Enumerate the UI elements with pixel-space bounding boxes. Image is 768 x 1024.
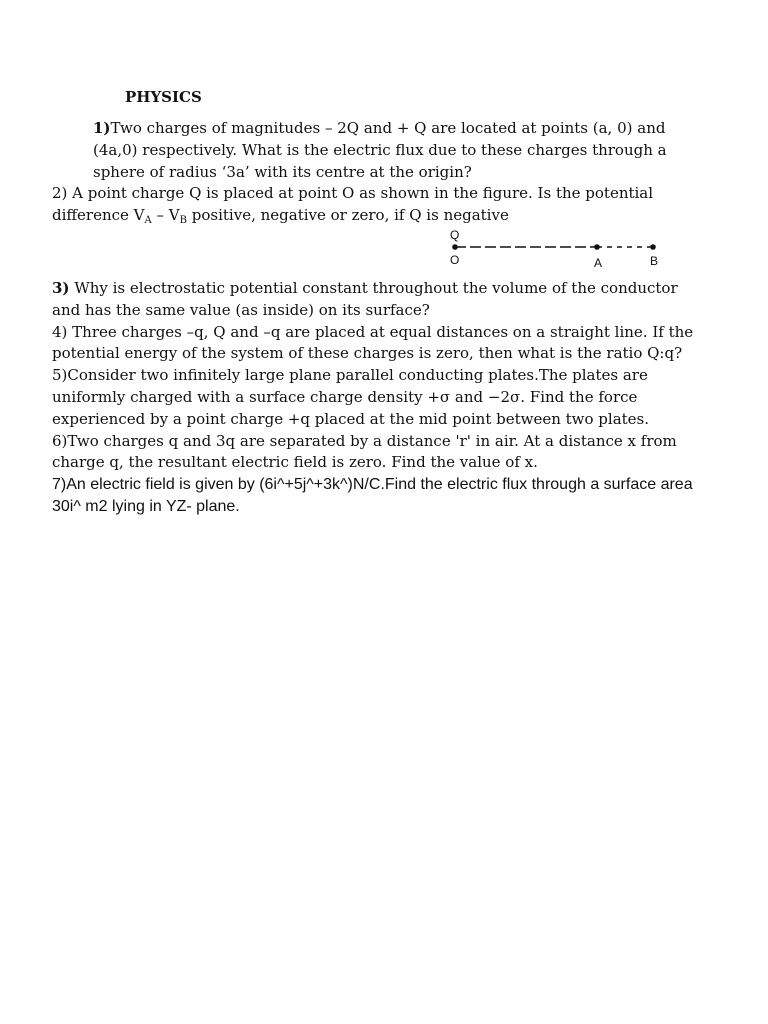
question-3-text: Why is electrostatic potential constant throughout the volume of the conductor and has the same value (as inside) on its surface? (52, 279, 678, 319)
point-o-dot (452, 244, 458, 250)
question-1-text: Two charges of magnitudes – 2Q and + Q are located at points (a, 0) and (4a,0) respectively. What is the electric flux due to these charges through a sphere of radius ‘3a’ with its centre at the origin? (93, 119, 667, 181)
question-2 (52, 183, 702, 229)
question-2-text-part2: positive, negative or zero, if Q is negative (187, 205, 509, 224)
question-3 (52, 278, 702, 322)
figure-label-o: O (450, 253, 460, 267)
subscript-a: A (144, 214, 152, 226)
charge-line-figure (440, 227, 670, 271)
question-2-text-part1: 2) A point charge Q is placed at point O as shown in the figure. Is the potential difference V (52, 184, 654, 224)
figure-label-a: A (594, 256, 603, 270)
question-1 (93, 118, 693, 183)
question-1-number: 1) (93, 119, 111, 137)
question-5: 5)Consider two infinitely large plane parallel conducting plates.The plates are uniformly charged with a surface charge density +σ and −2σ. Find the force experienced by a point charge +q placed at the mid point between two plates. (52, 366, 650, 428)
figure-label-b: B (650, 254, 659, 268)
question-7: 7)An electric field is given by (6i^+5j^+3k^)N/C.Find the electric flux through a surface area 30i^ m2 lying in YZ- plane. (52, 476, 693, 515)
charge-line-diagram (440, 227, 670, 271)
point-b-dot (650, 244, 656, 250)
subscript-b: B (179, 214, 187, 226)
question-6: 6)Two charges q and 3q are separated by a distance 'r' in air. At a distance x from charge q, the resultant electric field is zero. Find the value of x. (52, 431, 677, 472)
questions-3-to-7 (52, 278, 702, 518)
question-3-number: 3) (52, 279, 70, 297)
question-2-text-mid: – V (151, 205, 180, 224)
point-a-dot (594, 244, 600, 250)
figure-label-q: Q (450, 228, 460, 242)
page-title: PHYSICS (125, 88, 202, 106)
question-4: 4) Three charges –q, Q and –q are placed at equal distances on a straight line. If the potential energy of the system of these charges is zero, then what is the ratio Q:q? (52, 322, 694, 363)
